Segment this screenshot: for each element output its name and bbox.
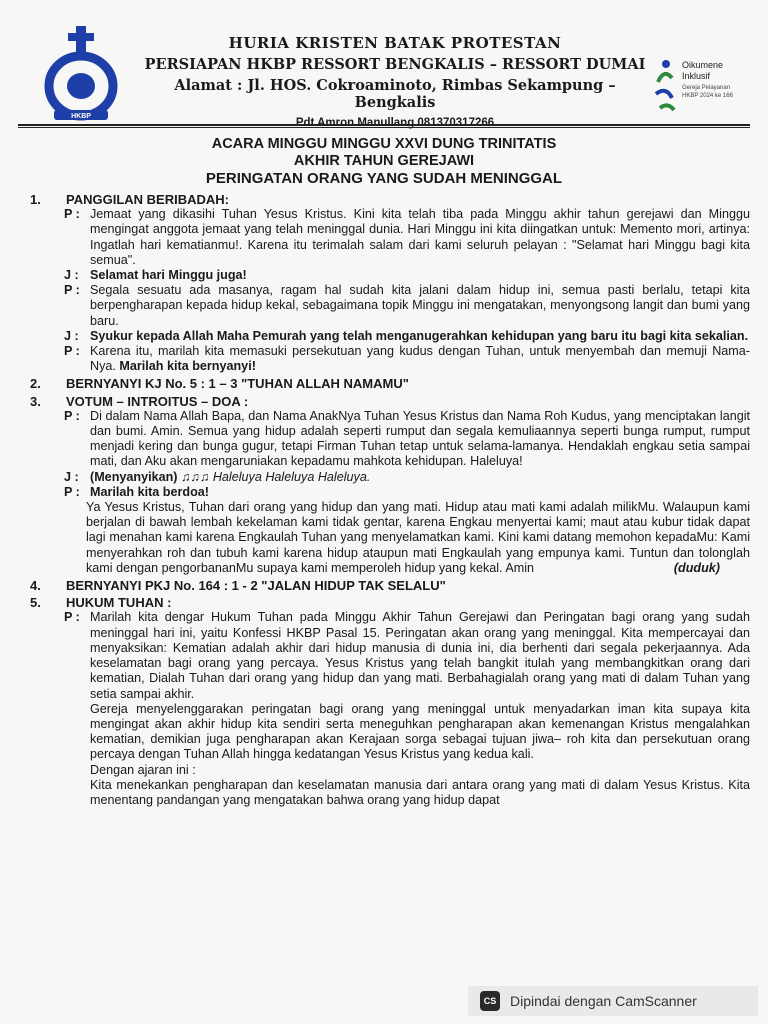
- oikumene-line-4: HKBP 2024 ke 166: [682, 93, 733, 99]
- liturgy-line: P : Marilah kita dengar Hukum Tuhan pada Minggu Akhir Tahun Gerejawi dan Peringatan bagi orang yang sudah meninggal hari ini, yaitu Konfessi HKBP Pasal 15. Peringatan akan orang yang meninggal. Kita mempercayai dan menyaksikan: Kematian adalah akhir dari hidup manusia di dunia ini, dia berhenti dari segala pekerjaannya. Ada keselamatan bagi orang yang percaya. Yesus Kristus yang telah bangkit itulah yang membangkitkan orang dari kematian, Dialah Tuhan dari orang yang hidup dan yang mati. Berbahagialah orang yang mati di dalam Tuhan yang setia sampai akhir.: [64, 610, 750, 701]
- sit-note: (duduk): [673, 560, 720, 575]
- hkbp-logo: [40, 24, 122, 124]
- liturgy-body: [30, 190, 750, 808]
- service-title-block: [0, 136, 768, 187]
- section-heading-5: 5. HUKUM TUHAN :: [30, 595, 172, 611]
- liturgy-line: P : Di dalam Nama Allah Bapa, dan Nama AnakNya Tuhan Yesus Kristus dan Nama Roh Kudus, yang menciptakan langit dan bumi. Amin. Semua yang hidup adalah seperti rumput dan segala kemuliaannya seperti bunga rumput, rumput menjadi kering dan bunga gugur, tetapi Firman Tuhan tetap untuk selama-lamanya. Hendaklah engkau setia sampai mati, dan Aku akan mengaruniakan kepadamu mahkota kehidupan. Haleluya!: [64, 408, 750, 469]
- service-title-line-2: AKHIR TAHUN GEREJAWI: [293, 153, 475, 169]
- law-paragraph-3-head: Dengan ajaran ini :: [90, 762, 196, 777]
- header-divider-thin: [18, 127, 750, 128]
- section-heading-2: 2. BERNYANYI KJ No. 5 : 1 – 3 "TUHAN ALLAH NAMAMU": [30, 376, 409, 392]
- service-title-line-1: ACARA MINGGU MINGGU XXVI DUNG TRINITATIS: [211, 136, 557, 152]
- org-subtitle: PERSIAPAN HKBP RESSORT BENGKALIS – RESSORT DUMAI: [144, 56, 646, 73]
- liturgy-line: P : Segala sesuatu ada masanya, ragam hal sudah kita jalani dalam hidup ini, semua pasti berlalu, tetapi kita berpengharapan kepada hidup kekal, sebagaimana topik Minggu ini mengatakan, menyongsong langit dan bumi yang baru.: [64, 283, 750, 328]
- camscanner-icon: CS: [480, 991, 500, 1011]
- oikumene-logo: [650, 54, 746, 118]
- section-heading-3: 3. VOTUM – INTROITUS – DOA :: [30, 393, 249, 409]
- liturgy-line: P : Jemaat yang dikasihi Tuhan Yesus Kristus. Kini kita telah tiba pada Minggu akhir tahun gerejawi dan Minggu mengingat anggota jemaat yang telah meninggal dunia. Hari Minggu ini kita diingatkan untuk: Memento mori, artinya: Ingatlah hari kematianmu!. Karena itu terimalah salam dari kami seluruh pelayan : "Selamat hari Minggu bagi kita semua".: [64, 207, 750, 267]
- liturgy-line: P : Marilah kita berdoa!: [64, 484, 209, 499]
- liturgy-line: J : (Menyanyikan) ♫♫♫ Haleluya Haleluya Haleluya.: [64, 469, 371, 484]
- oikumene-line-3: Gereja Pelayanan: [682, 85, 731, 91]
- camscanner-text: Dipindai dengan CamScanner: [510, 993, 697, 1009]
- org-title: HURIA KRISTEN BATAK PROTESTAN: [228, 34, 562, 52]
- prayer-text: Ya Yesus Kristus, Tuhan dari orang yang hidup dan yang mati. Hidup atau mati kami adalah milikMu. Walaupun kami berjalan di bawah lembah kekelaman kami tidak gentar, karena Engkau menyertai kami; maut atau kubur tidak dapat lagi menahan kami karena Engkaulah Tuhan yang menyelamatkan kami. Kini kami datang memohon kepadaMu: Kami menyerahkan roh dan tubuh kami karena hidup ataupun mati Engkaulah yang empunya kami. Tuntun dan tolonglah kami dengan pengorbananMu supaya kami memperoleh hidup yang kekal. Amin (duduk): [86, 500, 750, 575]
- liturgy-line: J : Syukur kepada Allah Maha Pemurah yang telah menganugerahkan kehidupan yang baru itu bagi kita sekalian.: [64, 328, 749, 343]
- law-paragraph-3: Kita menekankan pengharapan dan keselamatan manusia dari antara orang yang mati di dalam Yesus Kristus. Kita menentang pandangan yang mengatakan bahwa orang yang hidup dapat: [90, 777, 750, 807]
- letterhead: [18, 18, 750, 129]
- liturgy-line: J : Selamat hari Minggu juga!: [64, 268, 247, 283]
- logo-text: HKBP: [71, 113, 91, 120]
- section-heading-1: 1. PANGGILAN BERIBADAH:: [30, 192, 229, 207]
- liturgy-line: P : Karena itu, marilah kita memasuki persekutuan yang kudus dengan Tuhan, untuk menyembah dan memuji Nama-Nya. Marilah kita bernyanyi!: [64, 344, 750, 374]
- service-title-line-3: PERINGATAN ORANG YANG SUDAH MENINGGAL: [205, 170, 563, 187]
- org-address: Alamat : Jl. HOS. Cokroaminoto, Rimbas Sekampung – Bengkalis: [174, 77, 616, 111]
- camscanner-watermark: [468, 986, 758, 1016]
- oikumene-line-2: Inklusif: [682, 71, 711, 81]
- header-divider: [18, 124, 750, 126]
- pastor-contact: Pdt Amron Manullang 081370317266: [295, 117, 495, 129]
- oikumene-line-1: Oikumene: [682, 60, 724, 70]
- section-heading-4: 4. BERNYANYI PKJ No. 164 : 1 - 2 "JALAN HIDUP TAK SELALU": [30, 578, 446, 594]
- law-paragraph-2: Gereja menyelenggarakan peringatan bagi orang yang meninggal untuk menyadarkan iman kita supaya kita mengingat akan akhir hidup kita sendiri serta meneguhkan pengharapan akan kemenangan Kristus mengalahkan kematian, demikian juga pengharapan akan Kerajaan sorga sebagai tujuan jiwa– roh kita dan persekutuan orang percaya dengan Tuhan Allah hingga kedatangan Yesus Kristus yang kedua kali.: [90, 701, 750, 762]
